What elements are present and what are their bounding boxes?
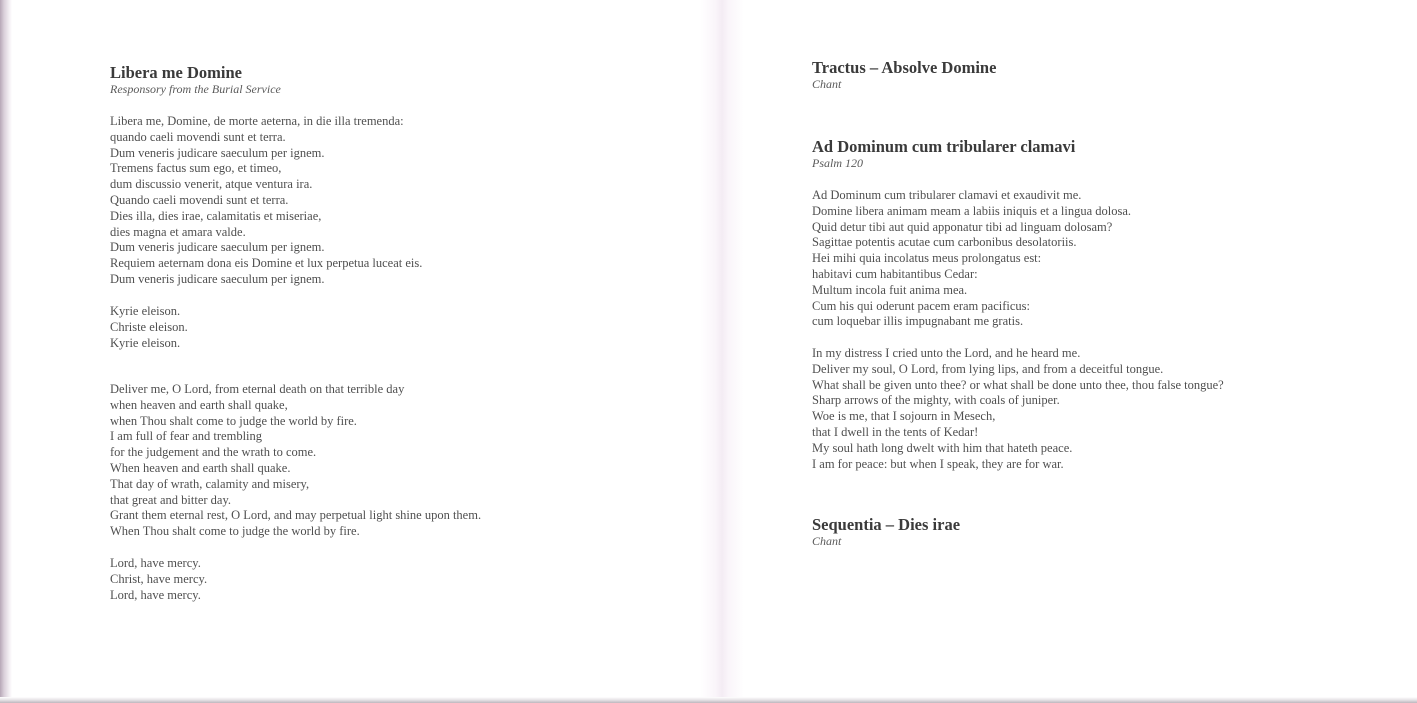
text-line: quando caeli movendi sunt et terra. bbox=[110, 129, 286, 144]
psalm-heading bbox=[812, 138, 1402, 171]
libera-me-heading bbox=[110, 64, 670, 97]
text-line: Kyrie eleison. bbox=[110, 304, 181, 318]
text-line: Sharp arrows of the mighty, with coals of juniper. bbox=[812, 393, 1060, 408]
text-line: Deliver my soul, O Lord, from lying lips, and from a deceitful tongue. bbox=[812, 361, 1164, 376]
section-subtitle: Psalm 120 bbox=[812, 156, 863, 170]
text-line: Sagittae potentis acutae cum carbonibus desolatoriis. bbox=[812, 235, 1077, 250]
text-line: I am for peace: but when I speak, they are for war. bbox=[812, 456, 1064, 471]
text-line: Quid detur tibi aut quid apponatur tibi ad linguam dolosam? bbox=[812, 219, 1113, 234]
text-line: Lord, have mercy. bbox=[110, 587, 201, 602]
text-line: Libera me, Domine, de morte aeterna, in die illa tremenda: bbox=[110, 114, 404, 128]
text-line: Hei mihi quia incolatus meus prolongatus est: bbox=[812, 251, 1042, 266]
text-line: Dum veneris judicare saeculum per ignem. bbox=[110, 271, 325, 286]
text-line: Grant them eternal rest, O Lord, and may perpetual light shine upon them. bbox=[110, 508, 482, 523]
text-line: Lord, have mercy. bbox=[110, 556, 201, 570]
section-subtitle: Chant bbox=[812, 77, 842, 91]
text-line: Dum veneris judicare saeculum per ignem. bbox=[110, 145, 325, 160]
text-line: that I dwell in the tents of Kedar! bbox=[812, 424, 979, 439]
page-edge-left bbox=[0, 0, 12, 703]
text-line: In my distress I cried unto the Lord, and he heard me. bbox=[812, 346, 1081, 360]
text-line: when Thou shalt come to judge the world by fire. bbox=[110, 413, 357, 428]
text-line: My soul hath long dwelt with him that hateth peace. bbox=[812, 440, 1073, 455]
text-line: When heaven and earth shall quake. bbox=[110, 460, 291, 475]
text-line: That day of wrath, calamity and misery, bbox=[110, 476, 310, 491]
text-line: that great and bitter day. bbox=[110, 492, 232, 507]
section-title: Tractus – Absolve Domine bbox=[812, 58, 997, 77]
text-line: Tremens factus sum ego, et timeo, bbox=[110, 161, 282, 176]
text-line: Cum his qui oderunt pacem eram pacificus: bbox=[812, 298, 1030, 313]
section-subtitle: Chant bbox=[812, 534, 842, 548]
section-title: Sequentia – Dies irae bbox=[812, 515, 961, 534]
text-line: Multum incola fuit anima mea. bbox=[812, 282, 968, 297]
text-line: Quando caeli movendi sunt et terra. bbox=[110, 192, 289, 207]
text-line: Woe is me, that I sojourn in Mesech, bbox=[812, 409, 996, 424]
text-line: Domine libera animam meam a labiis iniquis et a lingua dolosa. bbox=[812, 203, 1132, 218]
latin-stanza-1 bbox=[110, 114, 422, 288]
page-edge-bottom bbox=[0, 697, 1417, 703]
text-line: habitavi cum habitantibus Cedar: bbox=[812, 266, 978, 281]
text-line: Kyrie eleison. bbox=[110, 335, 181, 350]
text-line: When Thou shalt come to judge the world by fire. bbox=[110, 524, 360, 539]
psalm-latin-stanza bbox=[812, 188, 1131, 330]
text-line: Deliver me, O Lord, from eternal death on that terrible day bbox=[110, 382, 405, 396]
text-line: dum discussio venerit, atque ventura ira. bbox=[110, 177, 313, 192]
tractus-heading bbox=[812, 59, 1402, 92]
book-gutter bbox=[700, 0, 744, 703]
text-line: I am full of fear and trembling bbox=[110, 429, 263, 444]
text-line: cum loquebar illis impugnabant me gratis. bbox=[812, 314, 1024, 329]
latin-stanza-2 bbox=[110, 304, 188, 351]
section-subtitle: Responsory from the Burial Service bbox=[110, 82, 281, 96]
text-line: Christ, have mercy. bbox=[110, 571, 208, 586]
text-line: What shall be given unto thee? or what shall be done unto thee, thou false tongue? bbox=[812, 377, 1224, 392]
section-title: Ad Dominum cum tribularer clamavi bbox=[812, 137, 1076, 156]
text-line: for the judgement and the wrath to come. bbox=[110, 445, 317, 460]
psalm-english-stanza bbox=[812, 346, 1224, 472]
text-line: Ad Dominum cum tribularer clamavi et exaudivit me. bbox=[812, 188, 1082, 202]
sequentia-heading bbox=[812, 516, 1402, 549]
text-line: Christe eleison. bbox=[110, 319, 188, 334]
text-line: dies magna et amara valde. bbox=[110, 224, 246, 239]
text-line: Dies illa, dies irae, calamitatis et miseriae, bbox=[110, 208, 322, 223]
section-title: Libera me Domine bbox=[110, 63, 242, 82]
text-line: Dum veneris judicare saeculum per ignem. bbox=[110, 240, 325, 255]
english-stanza-2 bbox=[110, 556, 207, 603]
text-line: Requiem aeternam dona eis Domine et lux perpetua luceat eis. bbox=[110, 256, 423, 271]
english-stanza-1 bbox=[110, 382, 481, 540]
text-line: when heaven and earth shall quake, bbox=[110, 397, 288, 412]
